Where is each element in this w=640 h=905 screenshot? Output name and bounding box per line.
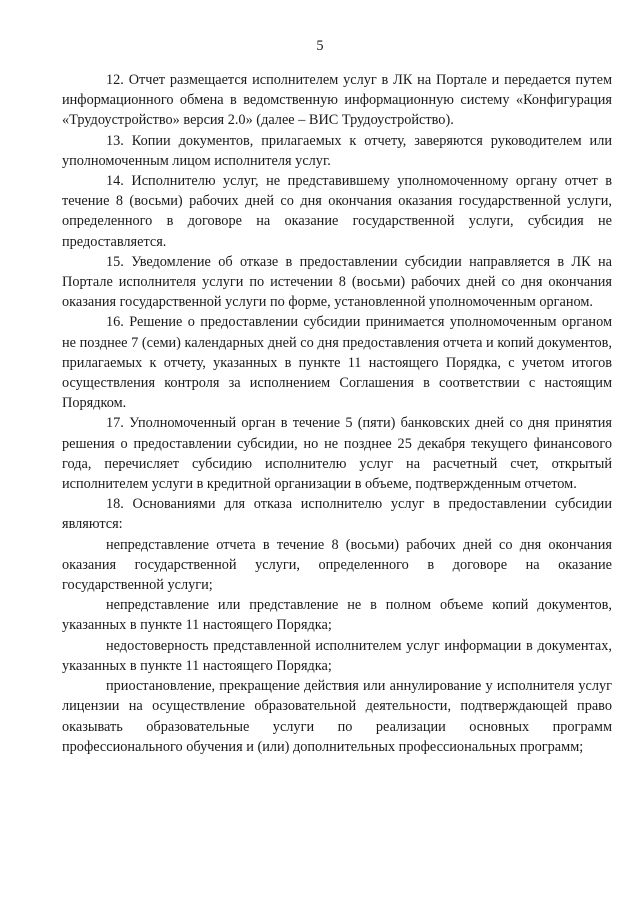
paragraph-15: 15. Уведомление об отказе в предоставлении субсидии направляется в ЛК на Портале исполнителя услуги по истечении 8 (восьми) рабочих дней со дня окончания оказания государственной услуги по форме, установленной уполномоченным органом. <box>62 253 612 311</box>
refusal-ground-1: непредставление отчета в течение 8 (восьми) рабочих дней со дня окончания оказания государственной услуги, определенного в договоре на оказание государственной услуги; <box>62 536 612 594</box>
paragraph-16: 16. Решение о предоставлении субсидии принимается уполномоченным органом не позднее 7 (семи) календарных дней со дня предоставления отчета и копий документов, прилагаемых к отчету, указанных в пункте 11 настоящего Порядка, с учетом итогов осуществления контроля за исполнением Соглашения в соответствии с настоящим Порядком. <box>62 314 612 412</box>
paragraph-18: 18. Основаниями для отказа исполнителю услуг в предоставлении субсидии являются: <box>62 496 612 533</box>
refusal-ground-3: недостоверность представленной исполнителем услуг информации в документах, указанных в пункте 11 настоящего Порядка; <box>62 637 612 674</box>
page-number: 5 <box>316 38 324 54</box>
document-body <box>62 70 612 757</box>
refusal-ground-2: непредставление или представление не в полном объеме копий документов, указанных в пункте 11 настоящего Порядка; <box>62 597 612 634</box>
paragraph-17: 17. Уполномоченный орган в течение 5 (пяти) банковских дней со дня принятия решения о предоставлении субсидии, но не позднее 25 декабря текущего финансового года, перечисляет субсидию исполнителю услуг на расчетный счет, открытый исполнителем услуги в кредитной организации в объеме, подтвержденным отчетом. <box>62 415 612 493</box>
paragraph-13: 13. Копии документов, прилагаемых к отчету, заверяются руководителем или уполномоченным лицом исполнителя услуг. <box>62 132 612 169</box>
refusal-ground-4: приостановление, прекращение действия или аннулирование у исполнителя услуг лицензии на осуществление образовательной деятельности, подтверждающей право оказывать образовательные услуги по реализации основных программ профессионального обучения и (или) дополнительных профессиональных программ; <box>62 678 612 755</box>
paragraph-12: 12. Отчет размещается исполнителем услуг в ЛК на Портале и передается путем информационного обмена в ведомственную информационную систему «Конфигурация «Трудоустройство» версия 2.0» (далее – ВИС Трудоустройство). <box>62 72 612 129</box>
paragraph-14: 14. Исполнителю услуг, не представившему уполномоченному органу отчет в течение 8 (восьми) рабочих дней со дня окончания оказания государственной услуги, определенного в договоре на оказание государственной услуги, субсидия не предоставляется. <box>62 173 612 250</box>
